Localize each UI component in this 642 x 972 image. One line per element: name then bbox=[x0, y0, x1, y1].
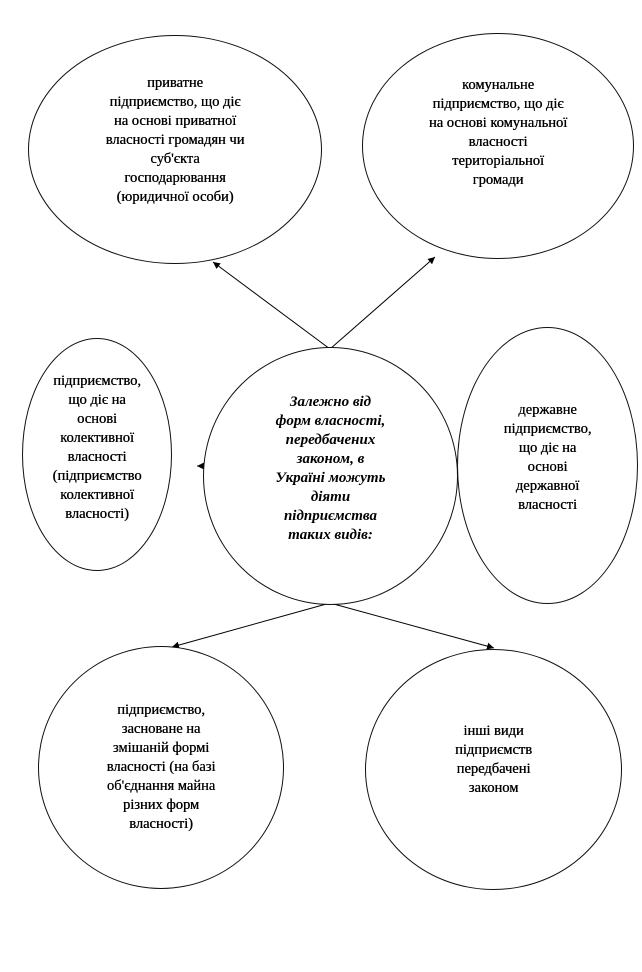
state-enterprise-text: державне підприємство, що діє на основі державної власності bbox=[503, 401, 592, 513]
arrow-to-private bbox=[213, 262, 330, 349]
communal-enterprise-text: комунальне підприємство, що діє на основі комунальної власності територіальної громади bbox=[428, 77, 568, 188]
private-enterprise-text: приватне підприємство, що діє на основі приватної власності громадян чи суб'єкта господарювання (юридичної особи) bbox=[105, 75, 245, 205]
arrow-to-mixed bbox=[172, 603, 330, 647]
central-node-text: Залежно від форм власності, передбачених законом, в Україні можуть діяти підприємства таких видів: bbox=[275, 394, 386, 543]
arrow-to-communal bbox=[330, 257, 435, 349]
central-node bbox=[203, 347, 458, 605]
private-enterprise-node bbox=[28, 35, 322, 264]
other-enterprise-types-node bbox=[365, 649, 622, 890]
mixed-ownership-enterprise-text: підприємство, засноване на змішаній формі власності (на базі об'єднання майна різних форм власності) bbox=[106, 702, 216, 832]
collective-enterprise-text: підприємство, що діє на основі колективної власності (підприємство колективної власності) bbox=[52, 372, 142, 522]
mixed-ownership-enterprise-node bbox=[38, 646, 284, 889]
state-enterprise-node bbox=[457, 327, 638, 604]
arrow-to-other bbox=[330, 603, 494, 648]
communal-enterprise-node bbox=[362, 33, 634, 259]
other-enterprise-types-text: інші види підприємств передбачені законом bbox=[455, 722, 532, 796]
collective-enterprise-node bbox=[22, 338, 172, 571]
